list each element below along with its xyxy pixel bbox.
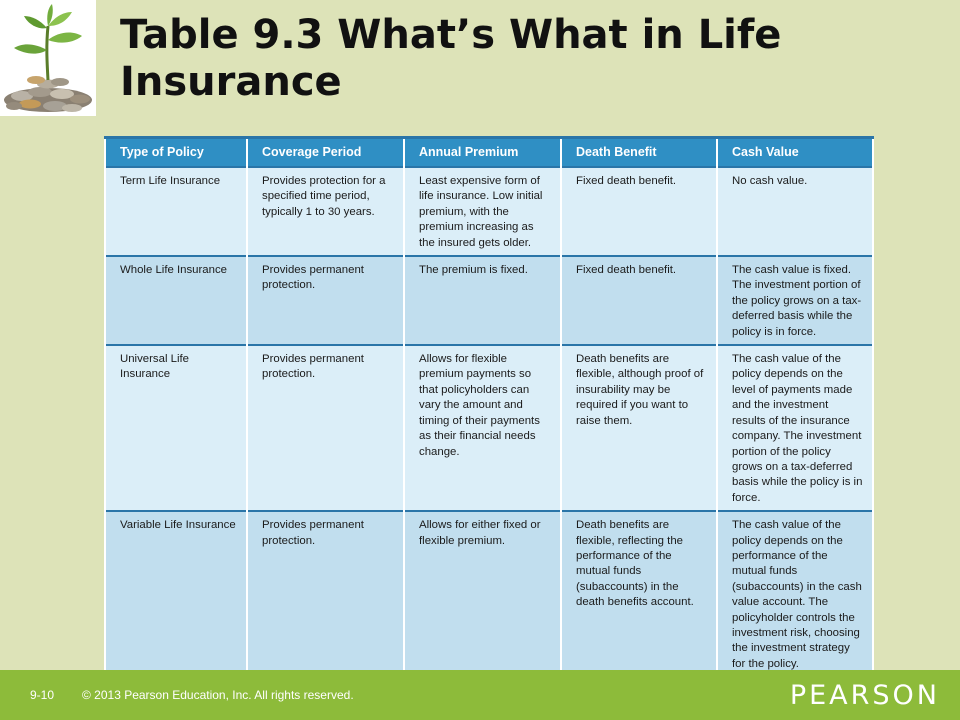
table-cell: Provides protection for a specified time period, typically 1 to 30 years. xyxy=(247,167,404,256)
copyright-notice: © 2013 Pearson Education, Inc. All rights reserved. xyxy=(82,688,354,702)
table-cell: The cash value of the policy depends on the level of payments made and the investment results of the insurance company. The investment portion of the policy grows on a tax-deferred basis while the policy is in force. xyxy=(717,345,873,511)
column-header-death-benefit: Death Benefit xyxy=(561,138,717,168)
table-cell: Universal Life Insurance xyxy=(105,345,247,511)
column-header-premium: Annual Premium xyxy=(404,138,561,168)
column-header-cash-value: Cash Value xyxy=(717,138,873,168)
table-cell: Provides permanent protection. xyxy=(247,345,404,511)
table-cell: Allows for either fixed or flexible premium. xyxy=(404,511,561,677)
table-cell: Death benefits are flexible, although proof of insurability may be required if you want to raise them. xyxy=(561,345,717,511)
footer-bar xyxy=(0,670,960,720)
table-cell: Least expensive form of life insurance. Low initial premium, with the premium increasing as the insured gets older. xyxy=(404,167,561,256)
table-cell: Allows for flexible premium payments so that policyholders can vary the amount and timing of their payments as their financial needs change. xyxy=(404,345,561,511)
table-cell: Variable Life Insurance xyxy=(105,511,247,677)
page-title: Table 9.3 What’s What in Life Insurance xyxy=(120,12,782,105)
table-cell: The cash value is fixed. The investment portion of the policy grows on a tax-deferred basis while the policy is in force. xyxy=(717,256,873,345)
table-row xyxy=(105,256,873,345)
table-header-row xyxy=(105,138,873,168)
life-insurance-table xyxy=(104,136,872,670)
table-cell: Death benefits are flexible, reflecting the performance of the mutual funds (subaccounts) in the death benefits account. xyxy=(561,511,717,677)
money-plant-icon xyxy=(0,0,96,116)
column-header-coverage: Coverage Period xyxy=(247,138,404,168)
table-cell: The cash value of the policy depends on the performance of the mutual funds (subaccounts) in the cash value account. The policyholder controls the investment risk, choosing the investment strategy for the policy. xyxy=(717,511,873,677)
table-row xyxy=(105,167,873,256)
table-cell: Whole Life Insurance xyxy=(105,256,247,345)
table-cell: Fixed death benefit. xyxy=(561,167,717,256)
column-header-type: Type of Policy xyxy=(105,138,247,168)
money-plant-logo xyxy=(0,0,96,116)
pearson-logo: PEARSON xyxy=(789,680,940,711)
table-cell: No cash value. xyxy=(717,167,873,256)
table-row xyxy=(105,345,873,511)
policy-comparison-table xyxy=(104,136,874,678)
table-cell: The premium is fixed. xyxy=(404,256,561,345)
table-cell: Provides permanent protection. xyxy=(247,511,404,677)
table-cell: Provides permanent protection. xyxy=(247,256,404,345)
table-cell: Fixed death benefit. xyxy=(561,256,717,345)
page-number: 9-10 xyxy=(30,688,55,702)
table-row xyxy=(105,511,873,677)
table-cell: Term Life Insurance xyxy=(105,167,247,256)
